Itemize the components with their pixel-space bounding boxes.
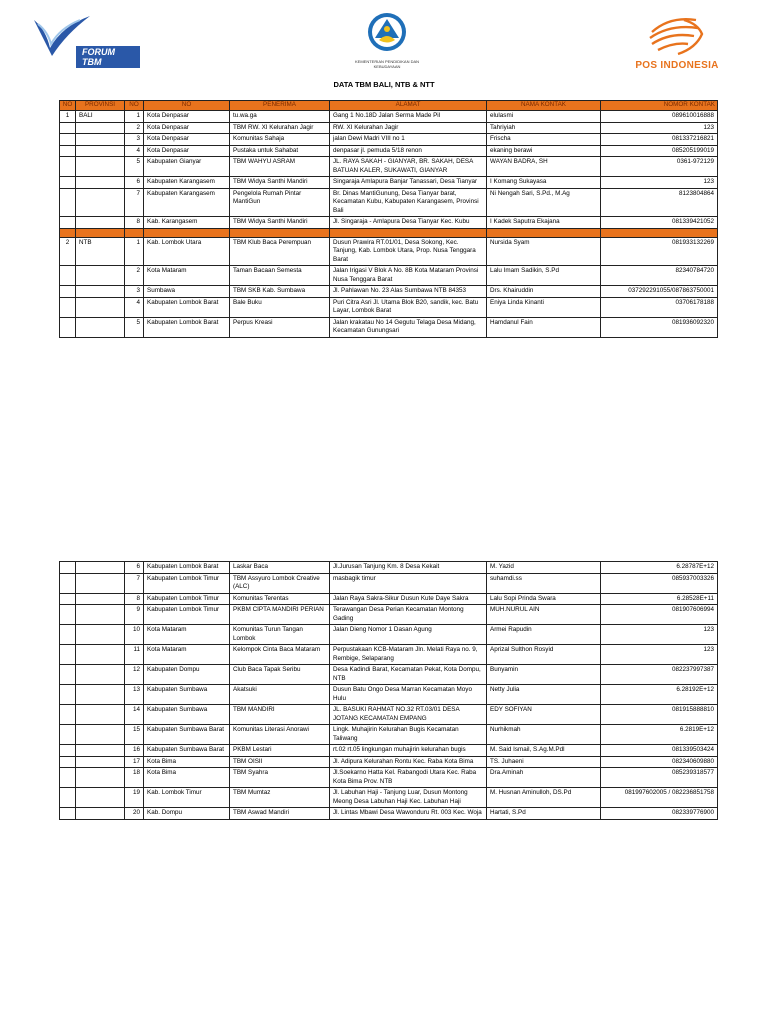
- cell-provinsi: [76, 625, 125, 645]
- table-row: [60, 788, 718, 808]
- table-row: [60, 122, 718, 134]
- cell-kabupaten: Kab. Lombok Timur: [144, 788, 230, 808]
- cell-provinsi: [76, 685, 125, 705]
- cell-no: [60, 145, 76, 157]
- cell-nama-kontak: Dra.Aminah: [487, 768, 601, 788]
- cell-penerima: TBM Syahra: [230, 768, 330, 788]
- cell-no: [60, 297, 76, 317]
- cell-no-2: 1: [125, 237, 144, 266]
- header-alamat: ALAMAT: [330, 101, 487, 111]
- cell-alamat: Dusun Prawira RT.01/01, Desa Sokong, Kec. Tanjung, Kab. Lombok Utara, Prop. Nusa Tenggara Barat: [330, 237, 487, 266]
- cell-alamat: Jl. Adipura Kelurahan Rontu Kec. Raba Kota Bima: [330, 756, 487, 768]
- cell-kabupaten: Kota Bima: [144, 768, 230, 788]
- cell-no-2: 1: [125, 111, 144, 123]
- separator-cell: [330, 228, 487, 237]
- cell-alamat: Jalan Dieng Nomor 1 Dasan Agung: [330, 625, 487, 645]
- cell-nomor-kontak: 0361-972129: [601, 157, 718, 177]
- cell-penerima: TBM WAHYU ASRAM: [230, 157, 330, 177]
- table-row: [60, 286, 718, 298]
- cell-provinsi: [76, 266, 125, 286]
- table-row: [60, 317, 718, 337]
- header-nomor-kontak: NOMOR KONTAK: [601, 101, 718, 111]
- cell-kabupaten: Kabupaten Gianyar: [144, 157, 230, 177]
- cell-nomor-kontak: 123: [601, 177, 718, 189]
- cell-alamat: Jl. Labuhan Haji - Tanjung Luar, Dusun Montong Meong Desa Labuhan Haji Kec. Labuhan Haji: [330, 788, 487, 808]
- cell-kabupaten: Kabupaten Sumbawa Barat: [144, 745, 230, 757]
- cell-penerima: TBM SKB Kab. Sumbawa: [230, 286, 330, 298]
- cell-nama-kontak: Hamdanul Fain: [487, 317, 601, 337]
- cell-no: [60, 177, 76, 189]
- pos-indonesia-label: POS INDONESIA: [635, 60, 719, 71]
- cell-nama-kontak: Bunyamin: [487, 665, 601, 685]
- cell-provinsi: [76, 157, 125, 177]
- cell-no-2: 18: [125, 768, 144, 788]
- cell-no: [60, 645, 76, 665]
- cell-kabupaten: Kota Mataram: [144, 645, 230, 665]
- cell-penerima: Komunitas Literasi Anorawi: [230, 725, 330, 745]
- cell-nama-kontak: Netty Julia: [487, 685, 601, 705]
- cell-no: [60, 745, 76, 757]
- cell-kabupaten: Kota Denpasar: [144, 122, 230, 134]
- cell-penerima: Komunitas Turun Tangan Lombok: [230, 625, 330, 645]
- cell-kabupaten: Kota Denpasar: [144, 145, 230, 157]
- cell-no: [60, 768, 76, 788]
- cell-no-2: 15: [125, 725, 144, 745]
- cell-nama-kontak: Aprizal Sulthon Rosyid: [487, 645, 601, 665]
- table-row: [60, 145, 718, 157]
- cell-provinsi: [76, 665, 125, 685]
- cell-no: [60, 317, 76, 337]
- cell-no-2: 14: [125, 705, 144, 725]
- cell-no-2: 5: [125, 317, 144, 337]
- cell-nama-kontak: Tahriyiah: [487, 122, 601, 134]
- cell-nama-kontak: Eniya Linda Kinanti: [487, 297, 601, 317]
- cell-no: [60, 573, 76, 593]
- cell-kabupaten: Kabupaten Lombok Barat: [144, 562, 230, 574]
- cell-kabupaten: Kota Bima: [144, 756, 230, 768]
- cell-no: [60, 266, 76, 286]
- cell-nama-kontak: Armei Rapudin: [487, 625, 601, 645]
- document-title: DATA TBM BALI, NTB & NTT: [333, 80, 435, 89]
- cell-no-2: 6: [125, 177, 144, 189]
- cell-no-2: 19: [125, 788, 144, 808]
- cell-no: [60, 788, 76, 808]
- cell-alamat: Jl. Pahlawan No. 23 Alas Sumbawa NTB 84353: [330, 286, 487, 298]
- cell-provinsi: [76, 768, 125, 788]
- cell-nomor-kontak: 037292291055/087863750001: [601, 286, 718, 298]
- cell-nomor-kontak: 081936092320: [601, 317, 718, 337]
- cell-nomor-kontak: 081337216821: [601, 134, 718, 146]
- cell-kabupaten: Kabupaten Karangasem: [144, 177, 230, 189]
- cell-penerima: TBM MANDIRI: [230, 705, 330, 725]
- cell-nama-kontak: ekaning berawi: [487, 145, 601, 157]
- cell-penerima: TBM Widya Santhi Mandiri: [230, 177, 330, 189]
- cell-alamat: Puri Citra Asri Jl. Utama Blok B20, sandik, kec. Batu Layar, Lombok Barat: [330, 297, 487, 317]
- cell-nama-kontak: EDY SOFIYAN: [487, 705, 601, 725]
- cell-nomor-kontak: 081339421052: [601, 217, 718, 229]
- forum-tbm-label: FORUM TBM: [76, 46, 140, 68]
- cell-nama-kontak: TS. Juhaeni: [487, 756, 601, 768]
- cell-kabupaten: Kab. Karangasem: [144, 217, 230, 229]
- cell-penerima: Club Baca Tapak Seribu: [230, 665, 330, 685]
- cell-no: [60, 217, 76, 229]
- cell-no: [60, 605, 76, 625]
- cell-no-2: 3: [125, 286, 144, 298]
- cell-nomor-kontak: 8123804864: [601, 188, 718, 217]
- header-penerima: PENERIMA: [230, 101, 330, 111]
- table-row: [60, 562, 718, 574]
- cell-provinsi: [76, 286, 125, 298]
- table-row: [60, 808, 718, 820]
- cell-nama-kontak: Hartati, S.Pd: [487, 808, 601, 820]
- cell-no-2: 2: [125, 266, 144, 286]
- cell-no-2: 5: [125, 157, 144, 177]
- cell-no-2: 4: [125, 145, 144, 157]
- table-header-row: [60, 101, 718, 111]
- table-row: [60, 756, 718, 768]
- cell-kabupaten: Kabupaten Sumbawa Barat: [144, 725, 230, 745]
- cell-kabupaten: Kabupaten Lombok Barat: [144, 317, 230, 337]
- cell-nama-kontak: M. Yazid: [487, 562, 601, 574]
- cell-provinsi: [76, 788, 125, 808]
- cell-penerima: PKBM Lestari: [230, 745, 330, 757]
- cell-nama-kontak: WAYAN BADRA, SH: [487, 157, 601, 177]
- cell-no-2: 10: [125, 625, 144, 645]
- header-no: NO: [60, 101, 76, 111]
- table-row: [60, 177, 718, 189]
- cell-nama-kontak: Frischa: [487, 134, 601, 146]
- cell-no: [60, 157, 76, 177]
- cell-no: [60, 188, 76, 217]
- cell-penerima: TBM RW. XI Kelurahan Jagir: [230, 122, 330, 134]
- cell-alamat: Jalan krakatau No 14 Gegutu Telaga Desa Midang, Kecamatan Gunungsari: [330, 317, 487, 337]
- separator-cell: [487, 228, 601, 237]
- cell-nomor-kontak: 081915888810: [601, 705, 718, 725]
- table-row: [60, 266, 718, 286]
- cell-nomor-kontak: 082340609880: [601, 756, 718, 768]
- pos-indonesia-logo: [612, 12, 742, 74]
- cell-alamat: Terawangan Desa Perian Kecamatan Montong Gading: [330, 605, 487, 625]
- tbm-data-table-part2: [59, 561, 718, 820]
- cell-kabupaten: Kabupaten Sumbawa: [144, 685, 230, 705]
- cell-nama-kontak: Nurhikmah: [487, 725, 601, 745]
- cell-alamat: Dusun Batu Ongo Desa Marran Kecamatan Moyo Hulu: [330, 685, 487, 705]
- cell-provinsi: NTB: [76, 237, 125, 266]
- cell-no: [60, 725, 76, 745]
- header-provinsi: PROVINSI: [76, 101, 125, 111]
- cell-kabupaten: Kota Denpasar: [144, 111, 230, 123]
- cell-kabupaten: Kabupaten Sumbawa: [144, 705, 230, 725]
- table-row: [60, 134, 718, 146]
- table-row: [60, 685, 718, 705]
- cell-nomor-kontak: 6.28192E+12: [601, 685, 718, 705]
- cell-provinsi: [76, 745, 125, 757]
- cell-penerima: tu.wa.ga: [230, 111, 330, 123]
- cell-nomor-kontak: 089610016888: [601, 111, 718, 123]
- cell-kabupaten: Kabupaten Lombok Timur: [144, 573, 230, 593]
- cell-nama-kontak: suhamdi.ss: [487, 573, 601, 593]
- cell-nama-kontak: Lalu Sopi Prinda Swara: [487, 593, 601, 605]
- cell-nomor-kontak: 081907606994: [601, 605, 718, 625]
- cell-no-2: 3: [125, 134, 144, 146]
- cell-no: [60, 808, 76, 820]
- table-row: [60, 217, 718, 229]
- cell-provinsi: [76, 122, 125, 134]
- cell-provinsi: [76, 605, 125, 625]
- cell-alamat: Jl. Lintas Mbawi Desa Wawonduru Rt. 003 Kec. Woja: [330, 808, 487, 820]
- table-row: [60, 745, 718, 757]
- cell-nama-kontak: Nursida Syam: [487, 237, 601, 266]
- cell-no: [60, 286, 76, 298]
- cell-nomor-kontak: 081339503424: [601, 745, 718, 757]
- cell-kabupaten: Kota Mataram: [144, 625, 230, 645]
- cell-alamat: masbagik timur: [330, 573, 487, 593]
- cell-nomor-kontak: 082339776900: [601, 808, 718, 820]
- cell-penerima: Komunitas Terentas: [230, 593, 330, 605]
- cell-nomor-kontak: 123: [601, 645, 718, 665]
- separator-cell: [230, 228, 330, 237]
- cell-alamat: Jalan Raya Sakra-Sikur Dusun Kute Daye Sakra: [330, 593, 487, 605]
- cell-no: [60, 562, 76, 574]
- cell-no-2: 8: [125, 217, 144, 229]
- table-row: [60, 768, 718, 788]
- cell-alamat: Br. Dinas MantiGunung, Desa Tianyar barat, Kecamatan Kubu, Kabupaten Karangasem, Provinsi Bali: [330, 188, 487, 217]
- cell-penerima: Komunitas Sahaja: [230, 134, 330, 146]
- cell-penerima: Bale Buku: [230, 297, 330, 317]
- cell-nama-kontak: M. Husnan Aminulloh, DS.Pd: [487, 788, 601, 808]
- section-separator-row: [60, 228, 718, 237]
- cell-no: [60, 756, 76, 768]
- cell-no-2: 16: [125, 745, 144, 757]
- cell-nomor-kontak: 085239318577: [601, 768, 718, 788]
- cell-nama-kontak: M. Said Ismail, S.Ag.M.Pdl: [487, 745, 601, 757]
- cell-no-2: 20: [125, 808, 144, 820]
- table-row: [60, 625, 718, 645]
- cell-nama-kontak: Drs. Khairuddin: [487, 286, 601, 298]
- cell-provinsi: [76, 562, 125, 574]
- table-row: [60, 605, 718, 625]
- cell-provinsi: [76, 188, 125, 217]
- table-row: [60, 665, 718, 685]
- cell-nama-kontak: Ni Nengah Sari, S.Pd., M.Ag: [487, 188, 601, 217]
- table-row: [60, 297, 718, 317]
- cell-nomor-kontak: 082237997387: [601, 665, 718, 685]
- cell-alamat: rt.02 rt.05 lingkungan muhajirin kelurahan bugis: [330, 745, 487, 757]
- cell-kabupaten: Kabupaten Lombok Barat: [144, 297, 230, 317]
- cell-nomor-kontak: 123: [601, 122, 718, 134]
- cell-provinsi: [76, 705, 125, 725]
- cell-kabupaten: Kabupaten Dompu: [144, 665, 230, 685]
- cell-alamat: Perpustakaan KCB-Mataram Jln. Melati Raya no. 9, Rembige, Selaparang: [330, 645, 487, 665]
- cell-no: 1: [60, 111, 76, 123]
- cell-provinsi: BALI: [76, 111, 125, 123]
- cell-kabupaten: Kab. Lombok Utara: [144, 237, 230, 266]
- cell-alamat: denpasar jl. pemuda 5/18 renon: [330, 145, 487, 157]
- cell-penerima: Kelompok Cinta Baca Mataram: [230, 645, 330, 665]
- cell-nama-kontak: I Kadek Saputra Ekajana: [487, 217, 601, 229]
- cell-alamat: jalan Dewi Madri VIII no 1: [330, 134, 487, 146]
- cell-no-2: 13: [125, 685, 144, 705]
- cell-no: [60, 593, 76, 605]
- cell-nomor-kontak: 6.28787E+12: [601, 562, 718, 574]
- cell-kabupaten: Kabupaten Lombok Timur: [144, 593, 230, 605]
- table-row: [60, 157, 718, 177]
- cell-kabupaten: Kota Denpasar: [144, 134, 230, 146]
- cell-penerima: TBM Assyuro Lombok Creative (ALC): [230, 573, 330, 593]
- table-row: [60, 188, 718, 217]
- separator-cell: [60, 228, 76, 237]
- table-row: [60, 111, 718, 123]
- cell-no: 2: [60, 237, 76, 266]
- cell-nama-kontak: Lalu Imam Sadikin, S.Pd: [487, 266, 601, 286]
- header-nama-kontak: NAMA KONTAK: [487, 101, 601, 111]
- cell-no-2: 12: [125, 665, 144, 685]
- pos-indonesia-bird-icon: [612, 12, 742, 58]
- separator-cell: [601, 228, 718, 237]
- cell-penerima: Pustaka untuk Sahabat: [230, 145, 330, 157]
- table-row: [60, 645, 718, 665]
- cell-alamat: Jl. Singaraja - Amlapura Desa Tianyar Kec. Kubu: [330, 217, 487, 229]
- cell-no-2: 7: [125, 188, 144, 217]
- cell-no: [60, 625, 76, 645]
- cell-alamat: RW. XI Kelurahan Jagir: [330, 122, 487, 134]
- cell-provinsi: [76, 217, 125, 229]
- cell-provinsi: [76, 573, 125, 593]
- cell-penerima: PKBM CIPTA MANDIRI PERIAN: [230, 605, 330, 625]
- cell-penerima: Akatsuki: [230, 685, 330, 705]
- cell-penerima: Pengelola Rumah Pintar MantiGun: [230, 188, 330, 217]
- cell-no: [60, 134, 76, 146]
- cell-nama-kontak: elulasmi: [487, 111, 601, 123]
- cell-kabupaten: Kabupaten Karangasem: [144, 188, 230, 217]
- cell-kabupaten: Sumbawa: [144, 286, 230, 298]
- cell-provinsi: [76, 317, 125, 337]
- cell-provinsi: [76, 134, 125, 146]
- cell-penerima: TBM Klub Baca Perempuan: [230, 237, 330, 266]
- cell-nomor-kontak: 081997602005 / 082236851758: [601, 788, 718, 808]
- cell-alamat: Gang 1 No.18D Jalan Serma Made Pil: [330, 111, 487, 123]
- cell-penerima: TBM Mumtaz: [230, 788, 330, 808]
- cell-penerima: Taman Bacaan Semesta: [230, 266, 330, 286]
- cell-provinsi: [76, 725, 125, 745]
- cell-no-2: 7: [125, 573, 144, 593]
- cell-nomor-kontak: 03706178188: [601, 297, 718, 317]
- cell-provinsi: [76, 297, 125, 317]
- cell-no-2: 8: [125, 593, 144, 605]
- table-row: [60, 237, 718, 266]
- table-row: [60, 573, 718, 593]
- cell-provinsi: [76, 756, 125, 768]
- cell-provinsi: [76, 645, 125, 665]
- cell-nomor-kontak: 82340784720: [601, 266, 718, 286]
- cell-penerima: TBM Widya Santhi Mandiri: [230, 217, 330, 229]
- cell-no-2: 6: [125, 562, 144, 574]
- cell-alamat: Lingk. Muhajirin Kelurahan Bugis Kecamatan Taliwang: [330, 725, 487, 745]
- cell-alamat: Jalan Irigasi V Blok A No. 8B Kota Mataram Provinsi Nusa Tenggara Barat: [330, 266, 487, 286]
- cell-kabupaten: Kota Mataram: [144, 266, 230, 286]
- cell-kabupaten: Kabupaten Lombok Timur: [144, 605, 230, 625]
- cell-provinsi: [76, 808, 125, 820]
- cell-penerima: Laskar Baca: [230, 562, 330, 574]
- cell-no: [60, 685, 76, 705]
- table-row: [60, 593, 718, 605]
- tut-wuri-handayani-emblem-icon: [367, 12, 407, 52]
- cell-alamat: JL. BASUKI RAHMAT NO.32 RT.03/01 DESA JOTANG KECAMATAN EMPANG: [330, 705, 487, 725]
- cell-provinsi: [76, 593, 125, 605]
- table-row: [60, 705, 718, 725]
- cell-nama-kontak: I Komang Sukayasa: [487, 177, 601, 189]
- table-row: [60, 725, 718, 745]
- cell-penerima: TBM OISII: [230, 756, 330, 768]
- separator-cell: [144, 228, 230, 237]
- cell-penerima: TBM Aswad Mandiri: [230, 808, 330, 820]
- separator-cell: [125, 228, 144, 237]
- tbm-data-table-part1: [59, 100, 718, 338]
- cell-alamat: Jl.Soekarno Hatta Kel. Rabangodi Utara Kec. Raba Kota Bima Prov. NTB: [330, 768, 487, 788]
- cell-no-2: 2: [125, 122, 144, 134]
- cell-provinsi: [76, 177, 125, 189]
- cell-alamat: Desa Kadindi Barat, Kecamatan Pekat, Kota Dompu, NTB: [330, 665, 487, 685]
- separator-cell: [76, 228, 125, 237]
- forum-tbm-logo: [32, 14, 140, 66]
- cell-nomor-kontak: 6.2819E+12: [601, 725, 718, 745]
- cell-nomor-kontak: 081933132269: [601, 237, 718, 266]
- cell-no: [60, 122, 76, 134]
- ministry-logo: [355, 12, 419, 72]
- cell-penerima: Perpus Kreasi: [230, 317, 330, 337]
- cell-alamat: Jl.Jurusan Tanjung Km. 8 Desa Kekait: [330, 562, 487, 574]
- header-no-2: NO: [125, 101, 144, 111]
- cell-no-2: 4: [125, 297, 144, 317]
- cell-no: [60, 665, 76, 685]
- cell-provinsi: [76, 145, 125, 157]
- cell-alamat: Singaraja Amlapura Banjar Tanassari, Desa Tianyar: [330, 177, 487, 189]
- cell-alamat: JL. RAYA SAKAH - GIANYAR, BR. SAKAH, DESA BATUAN KALER, SUKAWATI, GIANYAR: [330, 157, 487, 177]
- cell-kabupaten: Kab. Dompu: [144, 808, 230, 820]
- cell-nomor-kontak: 123: [601, 625, 718, 645]
- cell-no-2: 9: [125, 605, 144, 625]
- cell-nomor-kontak: 6.28528E+11: [601, 593, 718, 605]
- cell-nomor-kontak: 085205199019: [601, 145, 718, 157]
- cell-no-2: 17: [125, 756, 144, 768]
- cell-nama-kontak: MUH.NURUL AIN: [487, 605, 601, 625]
- cell-no: [60, 705, 76, 725]
- cell-nomor-kontak: 085937003326: [601, 573, 718, 593]
- cell-no-2: 11: [125, 645, 144, 665]
- header-no-3: NO: [144, 101, 230, 111]
- ministry-label: KEMENTERIAN PENDIDIKAN DAN KEBUDAYAAN: [355, 59, 420, 69]
